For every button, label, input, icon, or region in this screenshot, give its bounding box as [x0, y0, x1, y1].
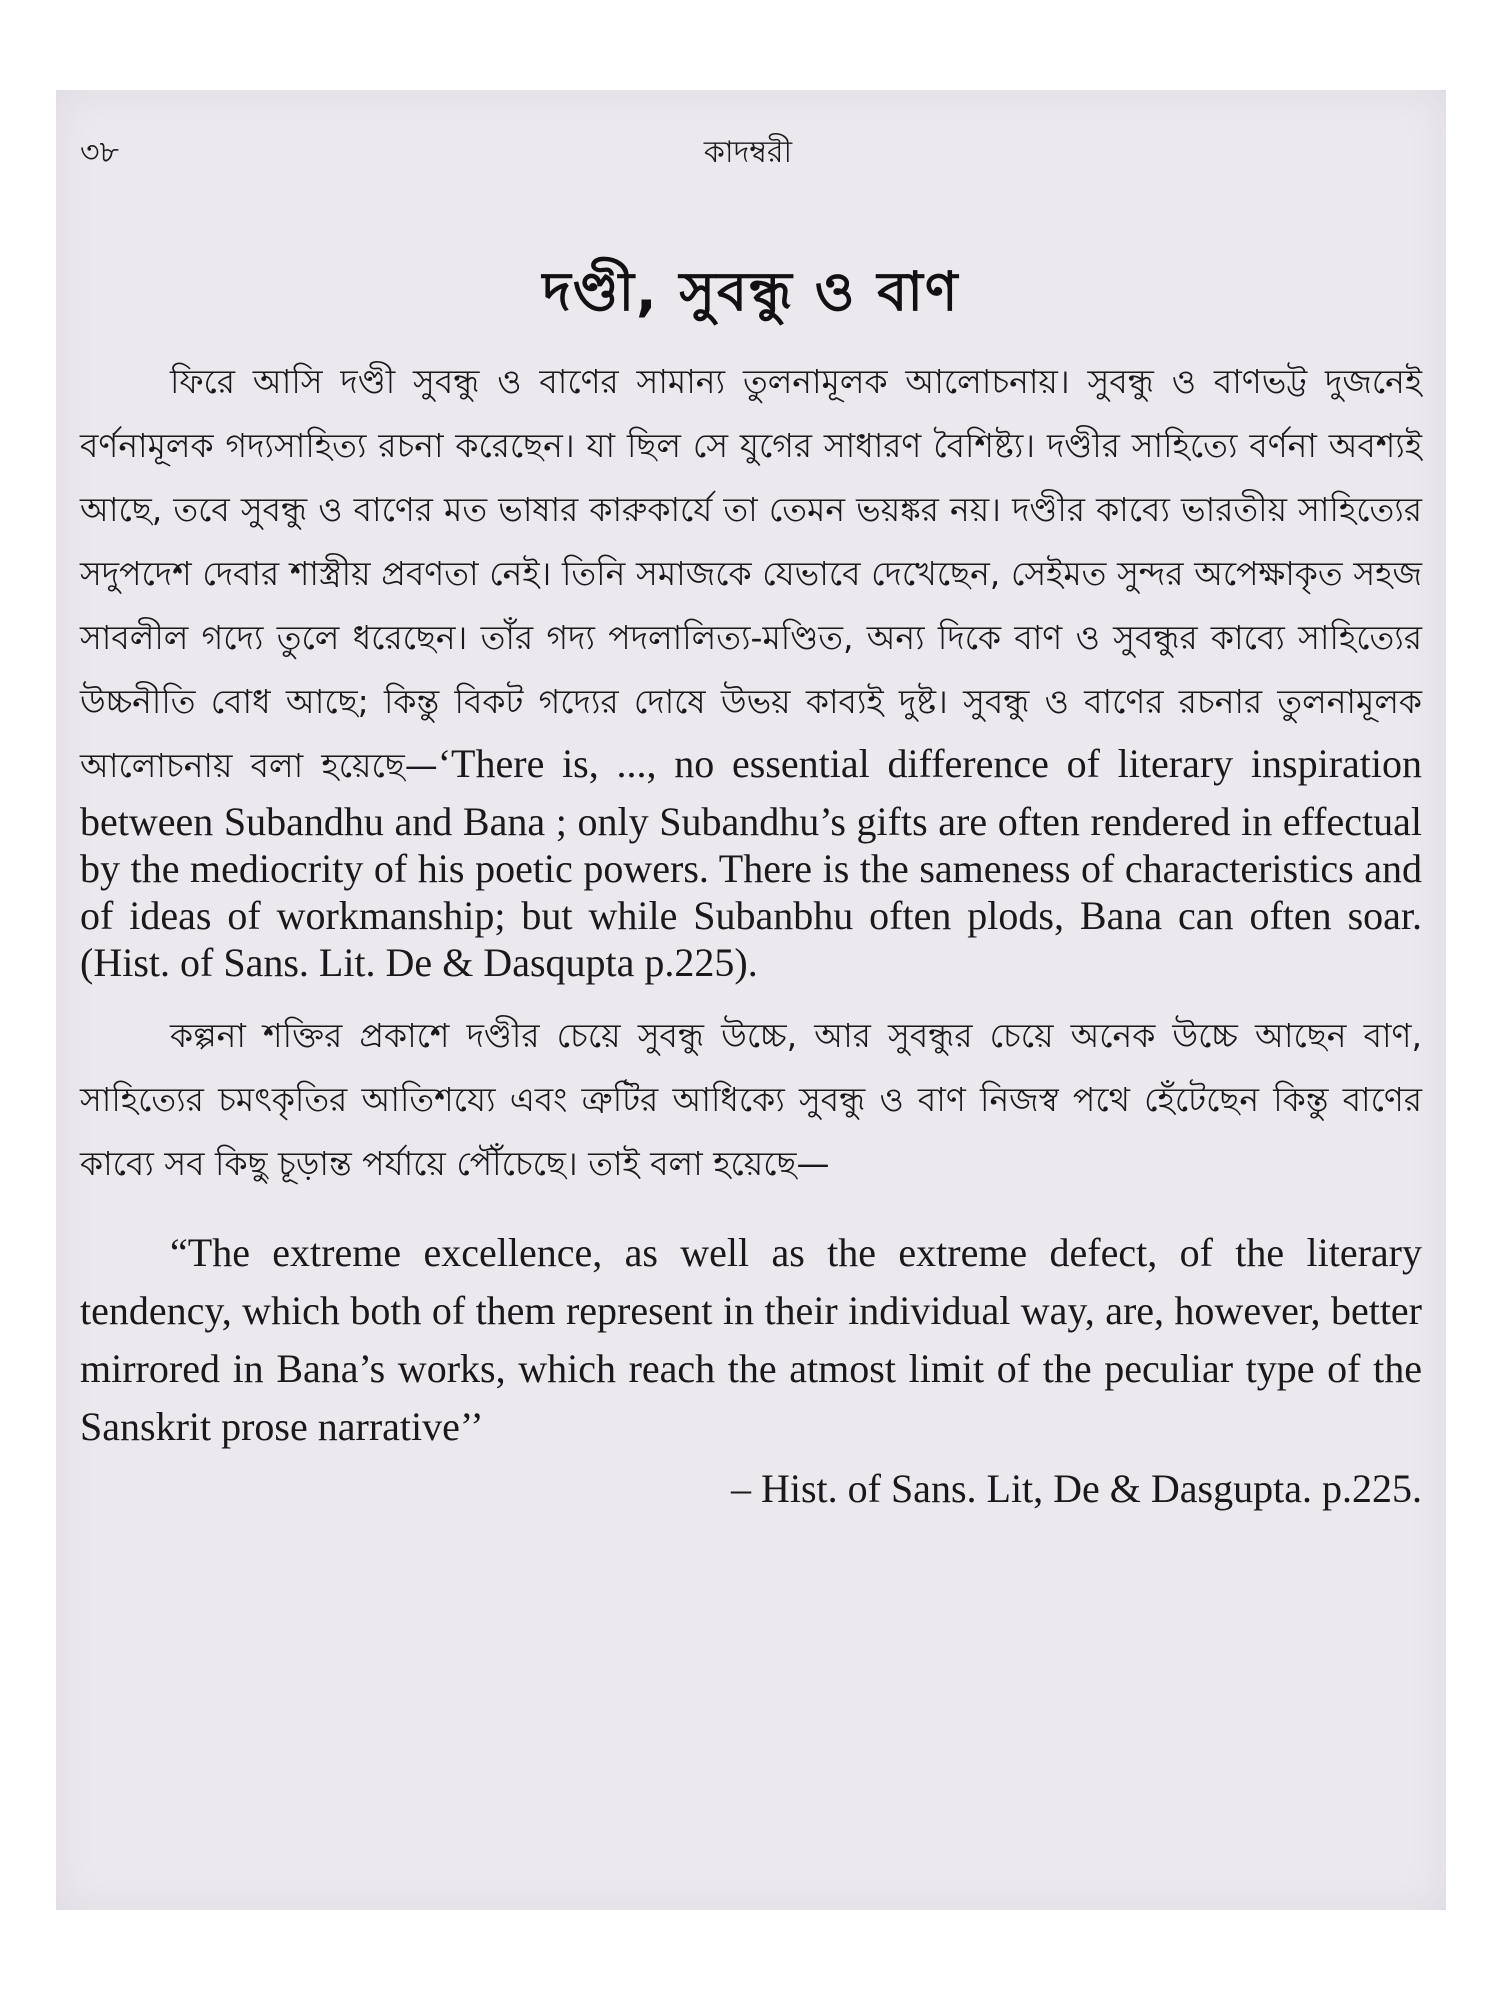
- book-page: [56, 90, 1446, 1910]
- running-title: কাদম্বরী: [703, 135, 793, 170]
- paragraph-1-bengali: ফিরে আসি দণ্ডী সুবন্ধু ও বাণের সামান্য তুলনামূলক আলোচনায়। সুবন্ধু ও বাণভট্ট দুজনেই বর্ণনামূলক গদ্যসাহিত্য রচনা করেছেন। যা ছিল সে যুগের সাধারণ বৈশিষ্ট্য। দণ্ডীর সাহিত্যে বর্ণনা অবশ্যই আছে, তবে সুবন্ধু ও বাণের মত ভাষার কারুকার্যে তা তেমন ভয়ঙ্কর নয়। দণ্ডীর কাব্যে ভারতীয় সাহিত্যের সদুপদেশ দেবার শাস্ত্রীয় প্রবণতা নেই। তিনি সমাজকে যেভাবে দেখেছেন, সেইমত সুন্দর অপেক্ষাকৃত সহজ সাবলীল গদ্যে তুলে ধরেছেন। তাঁর গদ্য পদলালিত্য-মণ্ডিত, অন্য দিকে বাণ ও সুবন্ধুর কাব্যে সাহিত্যের উচ্চনীতি বোধ আছে; কিন্তু বিকট গদ্যের দোষে উভয় কাব্যই দুষ্ট। সুবন্ধু ও বাণের রচনার তুলনামূলক আলোচনায় বলা হয়েছে—: [80, 362, 1422, 785]
- block-quote: “The extreme excellence, as well as the extreme defect, of the literary tendency, which both of them represent in their individual way, are, however, better mirrored in Bana’s works, which reach the atmost limit of the peculiar type of the Sanskrit prose narrative’’: [80, 1230, 1422, 1449]
- page-header: [80, 128, 1416, 178]
- paragraph-1: [80, 350, 1422, 986]
- paragraph-2: কল্পনা শক্তির প্রকাশে দণ্ডীর চেয়ে সুবন্ধু উচ্চে, আর সুবন্ধুর চেয়ে অনেক উচ্চে আছেন বাণ, সাহিত্যের চমৎকৃতির আতিশয্যে এবং ত্রুটির আধিক্যে সুবন্ধু ও বাণ নিজস্ব পথে হেঁটেছেন কিন্তু বাণের কাব্যে সব কিছু চূড়ান্ত পর্যায়ে পৌঁচেছে। তাই বলা হয়েছে—: [80, 1016, 1422, 1183]
- chapter-title: দণ্ডী, সুবন্ধু ও বাণ: [542, 260, 960, 323]
- page-body: [80, 350, 1422, 1518]
- paragraph-1-english-quote: ‘There is, ..., no essential difference of literary inspiration between Subandhu and Bana ; only Subandhu’s gifts are often rendered in effectual by the mediocrity of his poetic powers. There is the sameness of characteristics and of ideas of workmanship; but while Subanbhu often plods, Bana can often soar. (Hist. of Sans. Lit. De & Dasqupta p.225).: [80, 741, 1422, 985]
- quote-citation: – Hist. of Sans. Lit, De & Dasgupta. p.225.: [730, 1466, 1422, 1511]
- page-number: ৩৮: [80, 135, 119, 170]
